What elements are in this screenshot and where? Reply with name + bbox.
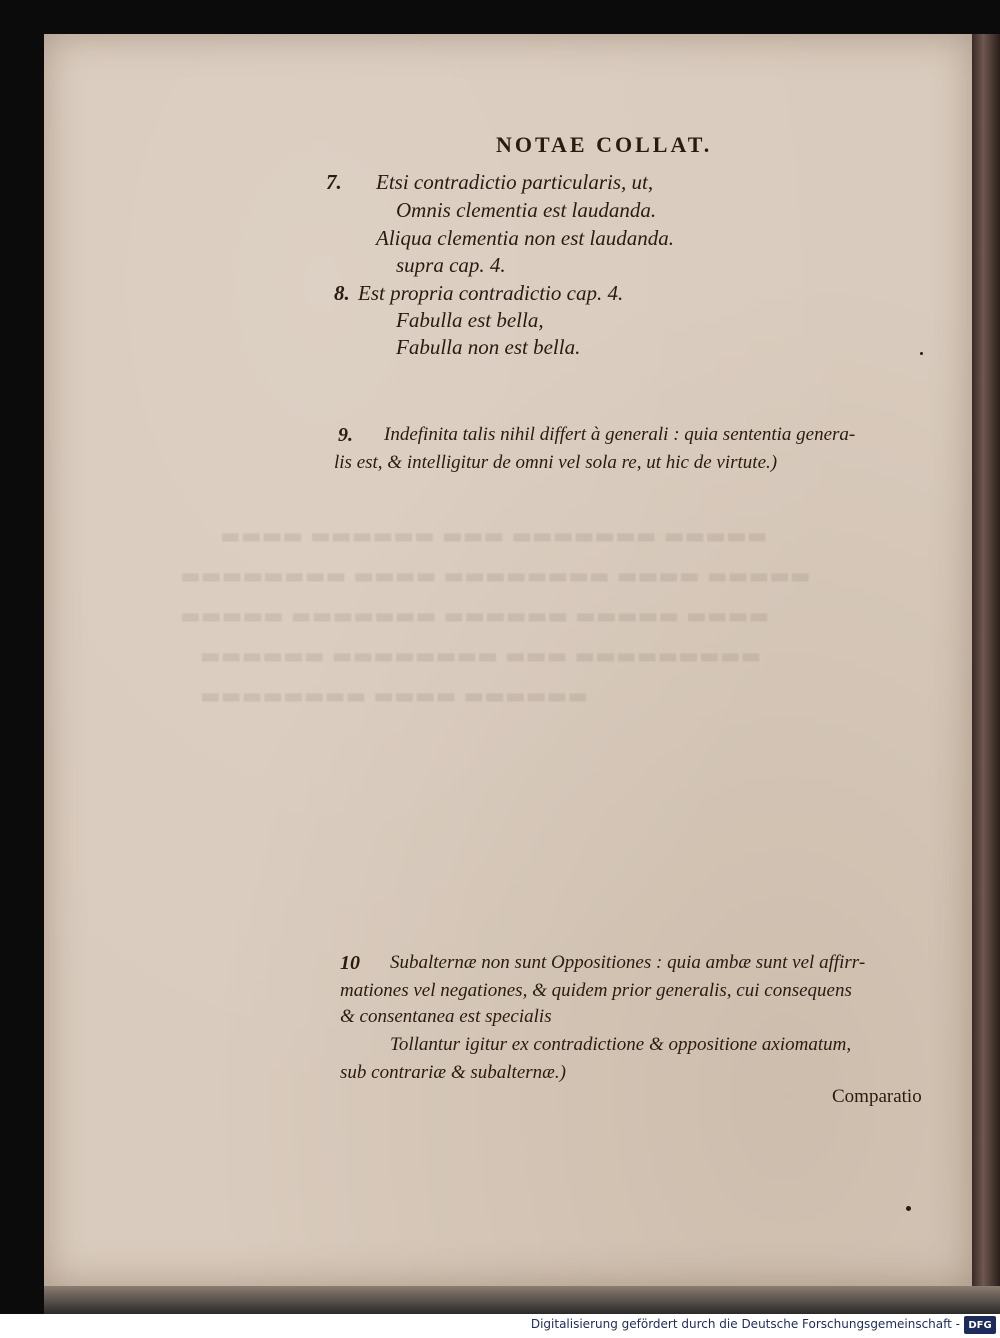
note-number: 10 — [340, 952, 360, 974]
note-line: Indefinita talis nihil differt à generali : quia sententia genera- — [384, 424, 856, 445]
bleed-through-block: ▬▬▬▬▬ ▬▬▬▬▬▬▬ ▬▬▬▬▬▬ ▬▬▬▬▬ ▬▬▬▬ — [180, 604, 770, 629]
note-line: Est propria contradictio cap. 4. — [358, 281, 624, 305]
book-edge-right — [972, 34, 1000, 1286]
running-header: NOTAE COLLAT. — [496, 132, 713, 157]
note-line: Fabulla est bella, — [396, 308, 544, 332]
note-line: Tollantur igitur ex contradictione & oppositione axiomatum, — [390, 1034, 852, 1055]
bleed-through-block: ▬▬▬▬ ▬▬▬▬▬▬ ▬▬▬ ▬▬▬▬▬▬▬ ▬▬▬▬▬ — [220, 524, 768, 549]
note-line: Fabulla non est bella. — [396, 335, 581, 359]
note-line: Omnis clementia est laudanda. — [396, 198, 657, 222]
note-number: 8. — [334, 281, 350, 305]
note-line: Subalternæ non sunt Oppositiones : quia ambæ sunt vel affirr- — [390, 952, 866, 973]
bleed-through-block: ▬▬▬▬▬▬▬▬ ▬▬▬▬ ▬▬▬▬▬▬▬▬ ▬▬▬▬ ▬▬▬▬▬ — [180, 564, 811, 589]
footer-credit: Digitalisierung gefördert durch die Deutsche Forschungsgemeinschaft - — [530, 1317, 960, 1331]
note-line: Etsi contradictio particularis, ut, — [376, 170, 654, 194]
note-line: mationes vel negationes, & quidem prior generalis, cui consequens — [340, 980, 852, 1001]
dfg-logo: DFG — [964, 1316, 996, 1334]
book-edge-bottom — [44, 1286, 1000, 1314]
note-number: 7. — [326, 170, 342, 194]
digitization-footer — [0, 1314, 1000, 1338]
note-line: sub contrariæ & subalternæ.) — [340, 1062, 566, 1083]
catchword: Comparatio — [832, 1086, 922, 1107]
ink-speck — [920, 352, 923, 355]
note-line: lis est, & intelligitur de omni vel sola re, ut hic de virtute.) — [334, 452, 778, 473]
note-line: Aliqua clementia non est laudanda. — [376, 226, 675, 250]
ink-speck — [906, 1206, 911, 1211]
bleed-through-block: ▬▬▬▬▬▬ ▬▬▬▬▬▬▬▬ ▬▬▬ ▬▬▬▬▬▬▬▬▬ — [200, 644, 762, 669]
note-number: 9. — [338, 424, 353, 446]
note-line: supra cap. 4. — [396, 253, 506, 277]
bleed-through-block: ▬▬▬▬▬▬▬▬ ▬▬▬▬ ▬▬▬▬▬▬ — [200, 684, 589, 709]
note-line: & consentanea est specialis — [340, 1006, 552, 1027]
